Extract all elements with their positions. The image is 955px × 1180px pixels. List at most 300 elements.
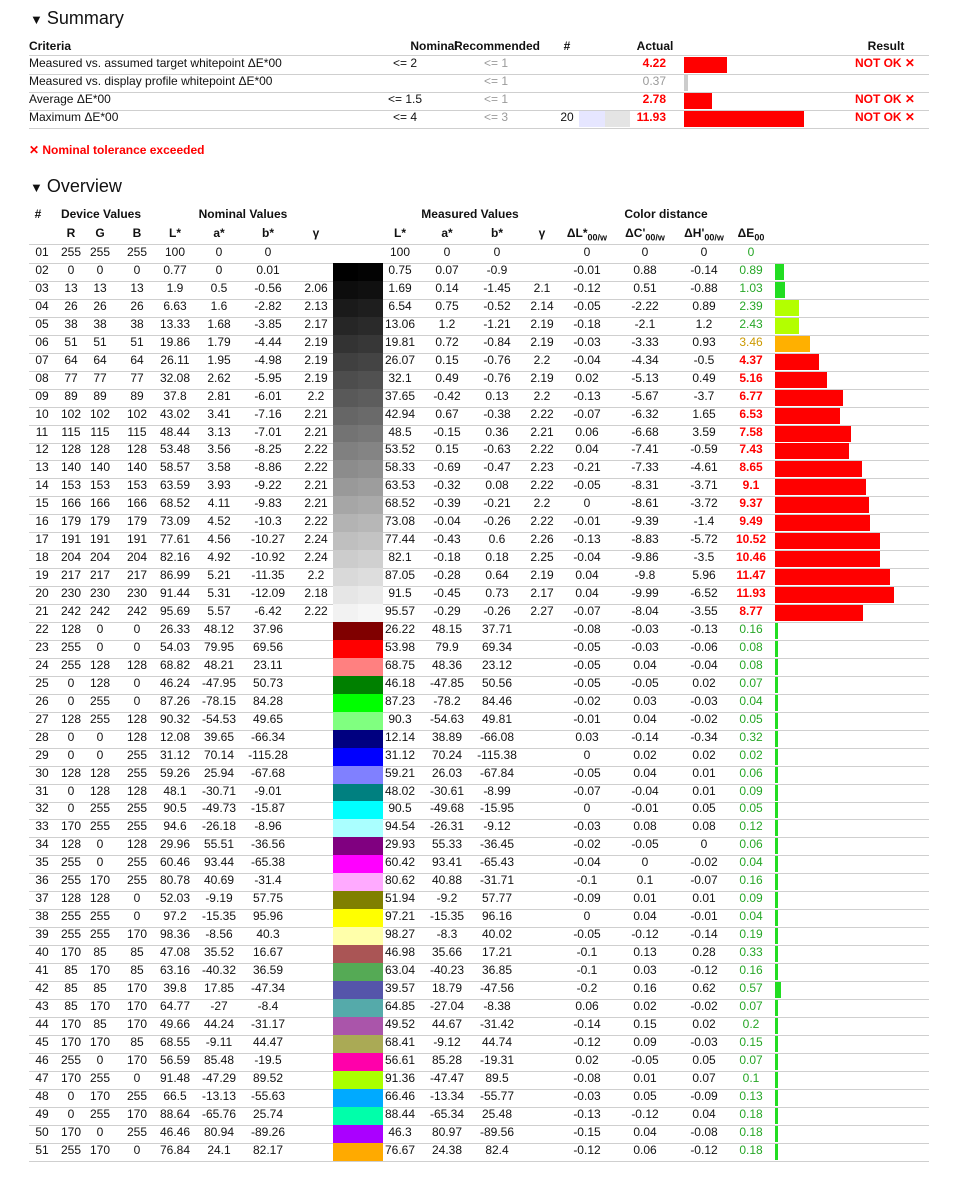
delta-e-bar	[775, 731, 778, 747]
delta-e-bar	[775, 910, 778, 926]
overview-cell: -4.61	[690, 460, 718, 475]
overview-cell: -19.5	[254, 1052, 282, 1067]
overview-row	[29, 496, 929, 514]
overview-cell: -0.13	[573, 1106, 601, 1121]
overview-cell: 191	[126, 532, 148, 547]
overview-cell: 255	[126, 1088, 148, 1103]
overview-cell: 255	[126, 1124, 148, 1139]
overview-cell: -2.82	[254, 298, 282, 313]
overview-cell: 39	[35, 927, 49, 942]
overview-cell: 0.07	[739, 675, 763, 690]
overview-cell: -27.04	[429, 998, 465, 1013]
overview-cell: -4.44	[254, 334, 282, 349]
overview-cell: 1.03	[739, 280, 763, 295]
overview-cell: 3.58	[207, 460, 231, 475]
delta-e-bar	[775, 300, 799, 316]
overview-cell: 51	[93, 334, 107, 349]
overview-row	[29, 335, 929, 353]
summary-actual-bar	[684, 93, 712, 109]
overview-cell: 84.28	[252, 693, 284, 708]
overview-cell: -55.63	[250, 1088, 286, 1103]
overview-cell: 0.04	[633, 909, 657, 924]
delta-e-bar	[775, 838, 778, 854]
overview-row	[29, 981, 929, 999]
delta-e-bar	[775, 946, 778, 962]
overview-cell: 2.62	[207, 370, 231, 385]
overview-cell: 230	[89, 586, 111, 601]
measured-color-swatch	[358, 263, 383, 281]
overview-cell: 04	[35, 298, 49, 313]
overview-cell: -8.56	[205, 927, 233, 942]
overview-row	[29, 766, 929, 784]
overview-cell: 89.5	[485, 1070, 509, 1085]
summary-nominal: <= 1.5	[387, 92, 423, 106]
overview-cell: 255	[60, 639, 82, 654]
overview-cell: 242	[89, 604, 111, 618]
delta-e-bar	[775, 749, 778, 765]
measured-color-swatch	[358, 550, 383, 568]
overview-cell: 14	[35, 478, 49, 493]
overview-row	[29, 1035, 929, 1053]
overview-cell: 2.13	[304, 298, 328, 313]
overview-row	[29, 568, 929, 586]
overview-cell: -15.35	[201, 909, 237, 924]
overview-cell: 44.67	[431, 1016, 463, 1031]
overview-cell: 2.19	[530, 334, 554, 349]
overview-row	[29, 945, 929, 963]
overview-cell: -9.86	[631, 550, 659, 565]
overview-cell: 9.1	[742, 478, 760, 493]
overview-cell: 0	[264, 245, 272, 259]
overview-cell: 42.94	[384, 406, 416, 421]
overview-cell: 128	[126, 837, 148, 852]
measured-color-swatch	[358, 353, 383, 371]
overview-row	[29, 622, 929, 640]
overview-cell: 0.06	[739, 765, 763, 780]
overview-cell: 128	[60, 891, 82, 906]
overview-cell: 0.13	[739, 1088, 763, 1103]
overview-cell: 0	[215, 245, 223, 259]
overview-cell: 170	[126, 927, 148, 942]
overview-cell: -55.77	[479, 1088, 515, 1103]
measured-color-swatch	[358, 299, 383, 317]
nominal-values-header: Nominal Values	[198, 207, 288, 221]
nominal-color-swatch	[333, 784, 358, 802]
overview-cell: 255	[60, 1052, 82, 1067]
nominal-color-swatch	[333, 676, 358, 694]
overview-cell: -7.16	[254, 406, 282, 421]
overview-cell: 255	[126, 855, 148, 870]
overview-cell: 29	[35, 747, 49, 762]
overview-cell: 0.72	[435, 334, 459, 349]
delta-e-bar	[775, 426, 851, 442]
overview-cell: -0.05	[573, 675, 601, 690]
overview-cell: 56.59	[159, 1052, 191, 1067]
overview-cell: 2.17	[304, 316, 328, 331]
overview-cell: 2.19	[530, 568, 554, 583]
expand-triangle-icon: ▼	[30, 12, 43, 27]
overview-cell: 0.04	[633, 657, 657, 672]
overview-cell: -0.09	[573, 891, 601, 906]
overview-cell: 2.1	[533, 280, 551, 295]
overview-cell: 50	[35, 1124, 49, 1139]
overview-cell: -6.52	[690, 586, 718, 601]
overview-cell: -9.12	[433, 1034, 461, 1049]
overview-cell: 0.01	[256, 262, 280, 277]
overview-cell: -0.14	[690, 262, 718, 277]
overview-cell: 90.5	[388, 801, 412, 816]
nominal-color-swatch	[333, 425, 358, 443]
overview-row	[29, 712, 929, 730]
overview-cell: 0	[96, 262, 104, 277]
overview-cell: 89	[93, 388, 107, 403]
delta-e-bar	[775, 282, 785, 298]
nominal-color-swatch	[333, 1107, 358, 1125]
overview-cell: -40.32	[201, 963, 237, 977]
measured-color-swatch	[358, 281, 383, 299]
overview-cell: 0	[215, 262, 223, 277]
overview-section-toggle[interactable]	[30, 176, 122, 197]
overview-cell: -78.15	[201, 693, 237, 708]
overview-row	[29, 532, 929, 550]
overview-cell: 0.06	[633, 1142, 657, 1157]
measured-color-swatch	[358, 891, 383, 909]
overview-cell: 24.1	[207, 1142, 231, 1157]
summary-nominal: <= 4	[392, 110, 418, 124]
overview-cell: 94.6	[163, 819, 187, 834]
overview-title: Overview	[46, 176, 122, 196]
overview-cell: 0.18	[739, 1142, 763, 1157]
overview-row	[29, 281, 929, 299]
overview-cell: 170	[89, 1142, 111, 1157]
overview-cell: 128	[126, 657, 148, 672]
overview-cell: 0.18	[739, 1124, 763, 1139]
overview-row	[29, 245, 929, 263]
overview-cell: 170	[60, 945, 82, 960]
overview-cell: 0.62	[692, 980, 716, 995]
summary-actual-bar	[684, 57, 727, 73]
nominal-color-swatch	[333, 855, 358, 873]
overview-cell: 0.2	[742, 1016, 760, 1031]
overview-cell: 2.22	[304, 514, 328, 529]
nominal-color-swatch	[333, 819, 358, 837]
overview-cell: 0	[96, 621, 104, 636]
overview-cell: 35.52	[203, 945, 235, 960]
overview-cell: 40.3	[256, 927, 280, 942]
overview-cell: 2.14	[530, 298, 554, 313]
overview-cell: -0.01	[573, 262, 601, 277]
overview-cell: 37.8	[163, 388, 187, 403]
summary-recommended: <= 1	[483, 74, 509, 88]
overview-cell: 0	[641, 245, 649, 259]
overview-cell: 0.16	[739, 963, 763, 977]
overview-cell: 191	[60, 532, 82, 547]
overview-cell: 1.68	[207, 316, 231, 331]
overview-cell: -11.35	[251, 568, 285, 583]
overview-cell: 53.48	[159, 442, 191, 457]
nominal-color-swatch	[333, 981, 358, 999]
overview-cell: -89.26	[250, 1124, 286, 1139]
overview-cell: 36	[35, 873, 49, 888]
overview-cell: 60.42	[384, 855, 416, 870]
overview-cell: 84.46	[481, 693, 513, 708]
overview-cell: -0.43	[433, 532, 461, 547]
overview-cell: -7.33	[631, 460, 659, 475]
overview-cell: 0.02	[633, 998, 657, 1013]
summary-section-toggle[interactable]	[30, 8, 124, 29]
overview-cell: -6.32	[631, 406, 659, 421]
overview-cell: -0.03	[573, 1088, 601, 1103]
overview-cell: 255	[60, 873, 82, 888]
overview-cell: 255	[89, 1106, 111, 1121]
overview-cell: 60.46	[159, 855, 191, 870]
overview-cell: 0.06	[575, 998, 599, 1013]
overview-cell: 55.33	[431, 837, 463, 852]
overview-cell: 69.56	[252, 639, 284, 654]
overview-col-header: B	[132, 226, 142, 240]
overview-cell: 43.02	[159, 406, 191, 421]
overview-row	[29, 263, 929, 281]
overview-cell: 0.89	[739, 262, 763, 277]
overview-cell: 97.2	[163, 909, 187, 924]
overview-cell: -5.95	[254, 370, 282, 385]
measured-color-swatch	[358, 1125, 383, 1143]
overview-cell: 2.21	[304, 406, 328, 421]
delta-e-bar	[775, 1144, 778, 1160]
overview-row	[29, 676, 929, 694]
overview-cell: -0.07	[573, 604, 601, 618]
overview-sub-header	[29, 223, 929, 243]
overview-cell: 77	[64, 370, 78, 385]
overview-cell: 0.73	[485, 586, 509, 601]
overview-cell: -3.72	[690, 496, 718, 511]
overview-cell: 37.71	[481, 621, 513, 636]
nominal-color-swatch	[333, 891, 358, 909]
overview-cell: -8.04	[631, 604, 659, 618]
overview-cell: 0.09	[739, 891, 763, 906]
overview-cell: 02	[35, 262, 49, 277]
overview-cell: 80.62	[384, 873, 416, 888]
overview-cell: 0.08	[633, 819, 657, 834]
overview-cell: 0	[67, 729, 75, 744]
overview-cell: -54.63	[429, 711, 465, 726]
overview-cell: 2.39	[739, 298, 763, 313]
overview-cell: 4.11	[207, 496, 231, 511]
overview-cell: 170	[126, 980, 148, 995]
overview-cell: 0.05	[692, 801, 716, 816]
overview-cell: -0.59	[690, 442, 718, 457]
overview-cell: 03	[35, 280, 49, 295]
overview-cell: 18	[35, 550, 49, 565]
overview-cell: 128	[60, 621, 82, 636]
overview-cell: -1.21	[483, 316, 511, 331]
summary-result: NOT OK ✕	[854, 110, 915, 124]
overview-row	[29, 748, 929, 766]
overview-cell: 0.1	[742, 1070, 760, 1085]
overview-cell: -0.14	[690, 927, 718, 942]
overview-cell: 2.81	[207, 388, 231, 403]
overview-cell: 0	[443, 245, 451, 259]
delta-e-bar	[775, 605, 863, 621]
overview-cell: -0.04	[573, 352, 601, 367]
summary-actual: 0.37	[642, 74, 666, 88]
overview-cell: 115	[61, 424, 81, 439]
overview-cell: 2.24	[304, 532, 328, 547]
delta-e-bar	[775, 1126, 778, 1142]
overview-cell: 47	[35, 1070, 49, 1085]
overview-cell: 46.18	[384, 675, 416, 690]
overview-cell: 85.48	[203, 1052, 235, 1067]
overview-cell: 4.56	[207, 532, 231, 547]
overview-cell: 0.08	[485, 478, 509, 493]
measured-color-swatch	[358, 712, 383, 730]
overview-cell: 140	[126, 460, 148, 475]
overview-cell: 153	[89, 478, 111, 493]
overview-cell: -66.34	[250, 729, 286, 744]
overview-row	[29, 407, 929, 425]
overview-cell: 1.9	[166, 280, 184, 295]
delta-e-bar	[775, 515, 870, 531]
overview-cell: 100	[389, 245, 411, 259]
overview-cell: -0.15	[573, 1124, 601, 1139]
overview-cell: -0.88	[690, 280, 718, 295]
overview-row	[29, 837, 929, 855]
overview-cell: 0	[96, 855, 104, 870]
overview-cell: 0.14	[435, 280, 459, 295]
overview-cell: -47.34	[250, 980, 286, 995]
overview-cell: 0.16	[739, 873, 763, 888]
overview-cell: 255	[89, 909, 111, 924]
overview-cell: 48	[35, 1088, 49, 1103]
overview-cell: 49.52	[384, 1016, 416, 1031]
delta-e-bar	[775, 479, 866, 495]
measured-color-swatch	[358, 855, 383, 873]
measured-color-swatch	[358, 981, 383, 999]
overview-cell: 2.2	[533, 352, 551, 367]
overview-cell: 56.61	[384, 1052, 416, 1067]
overview-cell: -0.14	[631, 729, 659, 744]
overview-cell: 82.1	[388, 550, 412, 565]
overview-cell: -30.71	[201, 783, 237, 798]
overview-cell: 70.24	[431, 747, 463, 762]
overview-cell: 8.77	[739, 604, 763, 618]
overview-cell: 90.32	[159, 711, 191, 726]
overview-cell: 255	[126, 801, 148, 816]
overview-cell: -0.03	[631, 621, 659, 636]
overview-cell: 170	[89, 963, 111, 977]
nominal-color-swatch	[333, 371, 358, 389]
overview-cell: 0.02	[692, 747, 716, 762]
overview-cell: 8.65	[739, 460, 763, 475]
overview-cell: 0.05	[739, 711, 763, 726]
delta-e-bar	[775, 461, 862, 477]
overview-cell: 0	[133, 675, 141, 690]
nominal-color-swatch	[333, 442, 358, 460]
overview-cell: -0.1	[576, 963, 598, 977]
overview-cell: 0.09	[739, 783, 763, 798]
overview-cell: 68.52	[159, 496, 191, 511]
overview-cell: 47.08	[159, 945, 191, 960]
overview-cell: 5.31	[207, 586, 231, 601]
overview-cell: 42	[35, 980, 49, 995]
nominal-color-swatch	[333, 766, 358, 784]
summary-result: NOT OK ✕	[854, 56, 915, 70]
nominal-color-swatch	[333, 748, 358, 766]
overview-cell: 230	[126, 586, 148, 601]
overview-cell: 102	[60, 406, 82, 421]
measured-color-swatch	[358, 460, 383, 478]
overview-cell: 26.33	[159, 621, 191, 636]
overview-cell: 48.1	[163, 783, 187, 798]
overview-cell: 46.24	[159, 675, 191, 690]
overview-cell: -0.09	[690, 1088, 718, 1103]
overview-cell: 0.15	[739, 1034, 763, 1049]
overview-cell: 128	[89, 765, 111, 780]
overview-cell: 24.38	[431, 1142, 463, 1157]
expand-triangle-icon: ▼	[30, 180, 43, 195]
measured-color-swatch	[358, 335, 383, 353]
overview-cell: -31.42	[479, 1016, 515, 1031]
overview-cell: 0	[96, 729, 104, 744]
measured-color-swatch	[358, 317, 383, 335]
overview-cell: 2.18	[304, 586, 328, 601]
overview-cell: 2.23	[530, 460, 554, 475]
overview-cell: 89	[64, 388, 78, 403]
overview-cell: 0.07	[692, 1070, 716, 1085]
delta-e-bar	[775, 856, 778, 872]
overview-cell: -6.42	[254, 604, 282, 618]
overview-cell: 0.15	[435, 352, 459, 367]
overview-cell: -0.26	[483, 604, 511, 618]
nominal-color-swatch	[333, 694, 358, 712]
overview-cell: -10.27	[250, 532, 286, 547]
overview-cell: 170	[60, 819, 82, 834]
overview-cell: 6.63	[163, 298, 187, 313]
overview-cell: 128	[126, 711, 148, 726]
overview-cell: 26	[130, 298, 144, 313]
overview-cell: 255	[60, 1142, 82, 1157]
summary-criteria: Measured vs. assumed target whitepoint ΔE*00	[29, 56, 282, 70]
overview-cell: -0.21	[573, 460, 601, 475]
overview-cell: 128	[89, 891, 111, 906]
measured-color-swatch	[358, 425, 383, 443]
overview-cell: -0.12	[631, 1106, 659, 1121]
overview-cell: -0.38	[483, 406, 511, 421]
overview-cell: 34	[35, 837, 49, 852]
overview-cell: 10.46	[735, 550, 767, 565]
measured-color-swatch	[358, 999, 383, 1017]
summary-criteria: Average ΔE*00	[29, 92, 111, 106]
overview-cell: -9.2	[436, 891, 458, 906]
overview-cell: 2.22	[304, 442, 328, 457]
overview-cell: 63.16	[159, 963, 191, 977]
overview-cell: -0.07	[690, 873, 718, 888]
overview-cell: 204	[60, 550, 82, 565]
overview-cell: 0.04	[575, 586, 599, 601]
overview-cell: 0.02	[575, 1052, 599, 1067]
delta-e-bar	[775, 264, 784, 280]
overview-cell: -9.83	[254, 496, 282, 511]
overview-cell: 0	[133, 639, 141, 654]
overview-cell: 0.06	[739, 837, 763, 852]
overview-cell: 82.17	[252, 1142, 284, 1157]
overview-cell: 0.04	[692, 1106, 716, 1121]
nominal-color-swatch	[333, 1071, 358, 1089]
overview-cell: 76.84	[159, 1142, 191, 1157]
overview-cell: 2.25	[530, 550, 554, 565]
overview-cell: 85	[93, 945, 107, 960]
overview-cell: 170	[60, 1124, 82, 1139]
